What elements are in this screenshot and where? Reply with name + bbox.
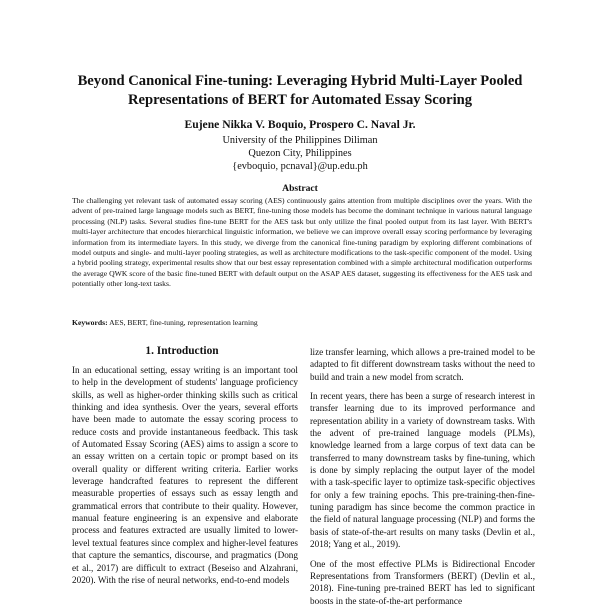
authors: Eujene Nikka V. Boquio, Prospero C. Naval Jr.: [184, 118, 416, 131]
right-column-paragraph-3: One of the most effective PLMs is Bidirectional Encoder Representations from Transformers (BERT) (Devlin et al., 2018). Fine-tuning pre-trained BERT has led to significant boosts in the state-of-the-art performance: [310, 558, 535, 606]
city: Quezon City, Philippines: [248, 148, 352, 159]
title-line-2: Representations of BERT for Automated Essay Scoring: [127, 92, 473, 108]
abstract-text: The challenging yet relevant task of automated essay scoring (AES) continuously gains attention from multiple disciplines over the years. With the advent of pre-trained large language models such as BERT, fine-tuning those models has become the dominant technique in various natural language processing (NLP) tasks. Several studies fine-tune BERT for the AES task but only utilize the final pooled output from its last layer. With BERT's multi-layer architecture that encodes hierarchical linguistic information, we believe we can improve overall essay scoring performance by leveraging information from its intermediate layers. In this study, we diverge from the canonical fine-tuning paradigm by exploring different combinations of model outputs and single- and multi-layer pooling strategies, as well as architecture modifications to the task-specific component of the model. Using a hybrid pooling strategy, experimental results show that our best essay representation combined with a simple architectural modification outperforms the average QWK score of the basic fine-tuned BERT with default output on the ASAP AES dataset, suggesting its effectiveness for the AES task and potentially other long-text tasks.: [72, 196, 532, 289]
keywords-list: AES, BERT, fine-tuning, representation learning: [109, 318, 258, 327]
affiliation-block: [40, 134, 560, 173]
right-column: [310, 346, 535, 614]
right-column-paragraph-2: In recent years, there has been a surge of research interest in transfer learning due to its improved performance and representation ability in a variety of downstream tasks. With the advent of pre-trained language models (PLMs), knowledge learned from a large corpus of text data can be transferred to many downstream tasks by fine-tuning, which is done by simply replacing the output layer of the model with a task-specific layer to optimize task-specific objectives for only a few training epochs. This pre-training-then-fine-tuning paradigm has since become the common practice in the field of natural language processing (NLP) and forms the basis of state-of-the-art results on many tasks (Devlin et al., 2018; Yang et al., 2019).: [310, 391, 535, 550]
left-column-text: In an educational setting, essay writing is an important tool to help in the development of students' language proficiency skills, as well as higher-order thinking skills such as critical thinking and idea synthesis. Over the years, several efforts have been made to automate the essay scoring process to reduce costs and provide instantaneous feedback. This task of Automated Essay Scoring (AES) aims to assign a score to an essay written on a certain topic or prompt based on its overall quality or different writing criteria. Earlier works leverage handcrafted features to represent the different measurable properties of essays such as essay length and grammatical errors that contribute to their quality. However, manual feature engineering is an expensive and elaborate process and features extracted are usually limited to lower-level textual features since complex and higher-level features that capture the semantics, discourse, and pragmatics (Dong et al., 2017) are difficult to extract (Beseiso and Alzahrani, 2020). With the rise of neural networks, end-to-end models: [72, 365, 298, 585]
abstract-heading: Abstract: [282, 183, 318, 194]
right-column-paragraph-1: lize transfer learning, which allows a pre-trained model to be adapted to fit different downstream tasks without the need to build and train a new model from scratch.: [310, 347, 535, 382]
emails: {evboquio, pcnaval}@up.edu.ph: [232, 161, 368, 172]
paper-title: [40, 72, 560, 110]
keywords-line: [72, 318, 532, 328]
keywords-label: Keywords:: [72, 318, 108, 327]
section-heading-introduction: 1. Introduction: [145, 345, 219, 357]
title-line-1: Beyond Canonical Fine-tuning: Leveraging Hybrid Multi-Layer Pooled: [77, 73, 523, 89]
affiliation: University of the Philippines Diliman: [222, 135, 378, 146]
